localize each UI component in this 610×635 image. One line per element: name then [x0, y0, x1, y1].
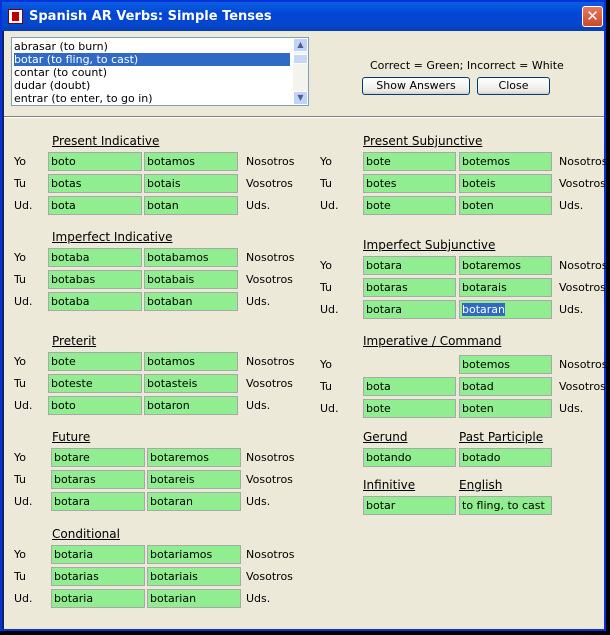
pronoun-label: Nosotros	[246, 251, 295, 264]
conjugation-field[interactable]: botaron	[144, 396, 238, 415]
conjugation-field[interactable]: bote	[363, 152, 456, 171]
conjugation-field[interactable]: boto	[48, 152, 142, 171]
pronoun-label: Yo	[14, 251, 26, 264]
conjugation-field[interactable]: botaran	[147, 492, 241, 511]
window-title: Spanish AR Verbs: Simple Tenses	[29, 9, 272, 24]
future-title: Future	[52, 430, 91, 444]
pronoun-label: Tu	[14, 273, 27, 286]
conjugation-field[interactable]: boto	[48, 396, 142, 415]
list-item[interactable]: dudar (doubt)	[14, 79, 91, 92]
conjugation-field[interactable]: botaria	[51, 545, 145, 564]
pronoun-label: Uds.	[246, 495, 271, 508]
conjugation-field[interactable]	[459, 300, 552, 319]
present-subjunctive-title: Present Subjunctive	[363, 134, 483, 148]
scroll-up-icon[interactable]: ▲	[293, 38, 308, 52]
pronoun-label: Tu	[320, 177, 333, 190]
conjugation-field[interactable]: botaba	[48, 292, 142, 311]
conjugation-field[interactable]: botamos	[144, 352, 238, 371]
conditional-title: Conditional	[52, 527, 120, 541]
pronoun-label: Ud.	[14, 592, 33, 605]
pronoun-label: Vosotros	[559, 177, 606, 190]
conjugation-field[interactable]: botarian	[147, 589, 241, 608]
list-item[interactable]: contar (to count)	[14, 66, 107, 79]
conjugation-field[interactable]: botamos	[144, 152, 238, 171]
pronoun-label: Yo	[14, 548, 26, 561]
infinitive-field[interactable]: botar	[363, 496, 456, 515]
pronoun-label: Tu	[320, 380, 333, 393]
pronoun-label: Vosotros	[246, 177, 293, 190]
pronoun-label: Ud.	[320, 199, 339, 212]
scroll-down-icon[interactable]: ▼	[293, 91, 308, 105]
pronoun-label: Nosotros	[246, 548, 295, 561]
pronoun-label: Nosotros	[559, 155, 608, 168]
conjugation-field[interactable]: botarias	[51, 567, 145, 586]
pronoun-label: Uds.	[246, 592, 271, 605]
conjugation-field[interactable]: botasteis	[144, 374, 238, 393]
conjugation-field[interactable]: boten	[459, 399, 552, 418]
past-participle-title: Past Participle	[459, 430, 544, 444]
conjugation-field[interactable]: botaria	[51, 589, 145, 608]
pronoun-label: Ud.	[14, 199, 33, 212]
pronoun-label: Vosotros	[559, 380, 606, 393]
conjugation-field[interactable]: boteis	[459, 174, 552, 193]
conjugation-field[interactable]: bote	[363, 196, 456, 215]
list-item-selected[interactable]: botar (to fling, to cast)	[14, 53, 290, 66]
conjugation-field[interactable]: botara	[363, 256, 456, 275]
english-title: English	[459, 478, 503, 492]
conjugation-field[interactable]: bote	[48, 352, 142, 371]
window-close-button[interactable]: ✕	[582, 6, 603, 27]
conjugation-field[interactable]: botaras	[363, 278, 456, 297]
conjugation-field[interactable]: botabas	[48, 270, 142, 289]
conjugation-field[interactable]: boten	[459, 196, 552, 215]
conjugation-field[interactable]: botabamos	[144, 248, 238, 267]
color-legend: Correct = Green; Incorrect = White	[370, 59, 564, 72]
conjugation-field[interactable]: botaba	[48, 248, 142, 267]
conjugation-field[interactable]: botaban	[144, 292, 238, 311]
pronoun-label: Uds.	[559, 402, 584, 415]
pronoun-label: Nosotros	[246, 451, 295, 464]
pronoun-label: Yo	[320, 358, 332, 371]
pronoun-label: Vosotros	[246, 473, 293, 486]
imperfect-indicative-title: Imperfect Indicative	[52, 230, 173, 244]
pronoun-label: Vosotros	[246, 377, 293, 390]
pronoun-label: Yo	[14, 155, 26, 168]
conjugation-field[interactable]: botaras	[51, 470, 145, 489]
conjugation-field[interactable]: botariamos	[147, 545, 241, 564]
infinitive-title: Infinitive	[363, 478, 416, 492]
listbox-scrollbar[interactable]	[293, 38, 308, 105]
conjugation-field[interactable]: botaremos	[147, 448, 241, 467]
pronoun-label: Uds.	[559, 199, 584, 212]
conjugation-field[interactable]: bota	[48, 196, 142, 215]
conjugation-field[interactable]: botareis	[147, 470, 241, 489]
pronoun-label: Ud.	[320, 303, 339, 316]
conjugation-field[interactable]: botabais	[144, 270, 238, 289]
present-indicative-title: Present Indicative	[52, 134, 160, 148]
conjugation-field[interactable]: botas	[48, 174, 142, 193]
conjugation-field[interactable]: botare	[51, 448, 145, 467]
pronoun-label: Yo	[14, 451, 26, 464]
pronoun-label: Uds.	[246, 399, 271, 412]
pronoun-label: Ud.	[14, 495, 33, 508]
client-area	[4, 31, 608, 629]
pronoun-label: Nosotros	[559, 358, 608, 371]
conjugation-field[interactable]: botara	[363, 300, 456, 319]
conjugation-field[interactable]: botaremos	[459, 256, 552, 275]
conjugation-field[interactable]: botara	[51, 492, 145, 511]
pronoun-label: Ud.	[14, 295, 33, 308]
pronoun-label: Nosotros	[246, 155, 295, 168]
pronoun-label: Yo	[14, 355, 26, 368]
imperfect-subjunctive-title: Imperfect Subjunctive	[363, 238, 496, 252]
show-answers-button[interactable]: Show Answers	[362, 77, 470, 95]
conjugation-field[interactable]: botad	[459, 377, 552, 396]
scroll-thumb[interactable]	[293, 54, 308, 64]
conjugation-field[interactable]: botes	[363, 174, 456, 193]
conjugation-field[interactable]: botariais	[147, 567, 241, 586]
english-field[interactable]: to fling, to cast	[459, 496, 552, 515]
pronoun-label: Nosotros	[559, 259, 608, 272]
pronoun-label: Vosotros	[246, 570, 293, 583]
pronoun-label: Yo	[320, 155, 332, 168]
gerund-field[interactable]: botando	[363, 448, 456, 467]
app-icon	[8, 9, 23, 24]
gerund-title: Gerund	[363, 430, 408, 444]
imperative-title: Imperative / Command	[363, 334, 502, 348]
pronoun-label: Yo	[320, 259, 332, 272]
conjugation-field[interactable]: bote	[363, 399, 456, 418]
past-participle-field[interactable]: botado	[459, 448, 552, 467]
conjugation-field[interactable]: boteste	[48, 374, 142, 393]
pronoun-label: Ud.	[320, 402, 339, 415]
pronoun-label: Uds.	[246, 199, 271, 212]
pronoun-label: Tu	[14, 473, 27, 486]
pronoun-label: Tu	[320, 281, 333, 294]
preterit-title: Preterit	[52, 334, 97, 348]
selected-text: botaran	[462, 303, 506, 316]
pronoun-label: Vosotros	[246, 273, 293, 286]
conjugation-field[interactable]: botarais	[459, 278, 552, 297]
conjugation-field[interactable]: bota	[363, 377, 456, 396]
list-item[interactable]: entrar (to enter, to go in)	[14, 92, 153, 105]
close-button[interactable]: Close	[477, 77, 550, 95]
pronoun-label: Ud.	[14, 399, 33, 412]
pronoun-label: Tu	[14, 570, 27, 583]
conjugation-field[interactable]: botais	[144, 174, 238, 193]
pronoun-label: Uds.	[559, 303, 584, 316]
pronoun-label: Tu	[14, 377, 27, 390]
verb-listbox[interactable]	[11, 37, 309, 106]
pronoun-label: Uds.	[246, 295, 271, 308]
conjugation-field[interactable]: botan	[144, 196, 238, 215]
pronoun-label: Tu	[14, 177, 27, 190]
list-item[interactable]: abrasar (to burn)	[14, 40, 108, 53]
pronoun-label: Vosotros	[559, 281, 606, 294]
divider-highlight	[4, 117, 604, 118]
conjugation-field[interactable]: botemos	[459, 152, 552, 171]
title-bar[interactable]	[2, 2, 604, 31]
conjugation-field[interactable]: botemos	[459, 355, 552, 374]
pronoun-label: Nosotros	[246, 355, 295, 368]
